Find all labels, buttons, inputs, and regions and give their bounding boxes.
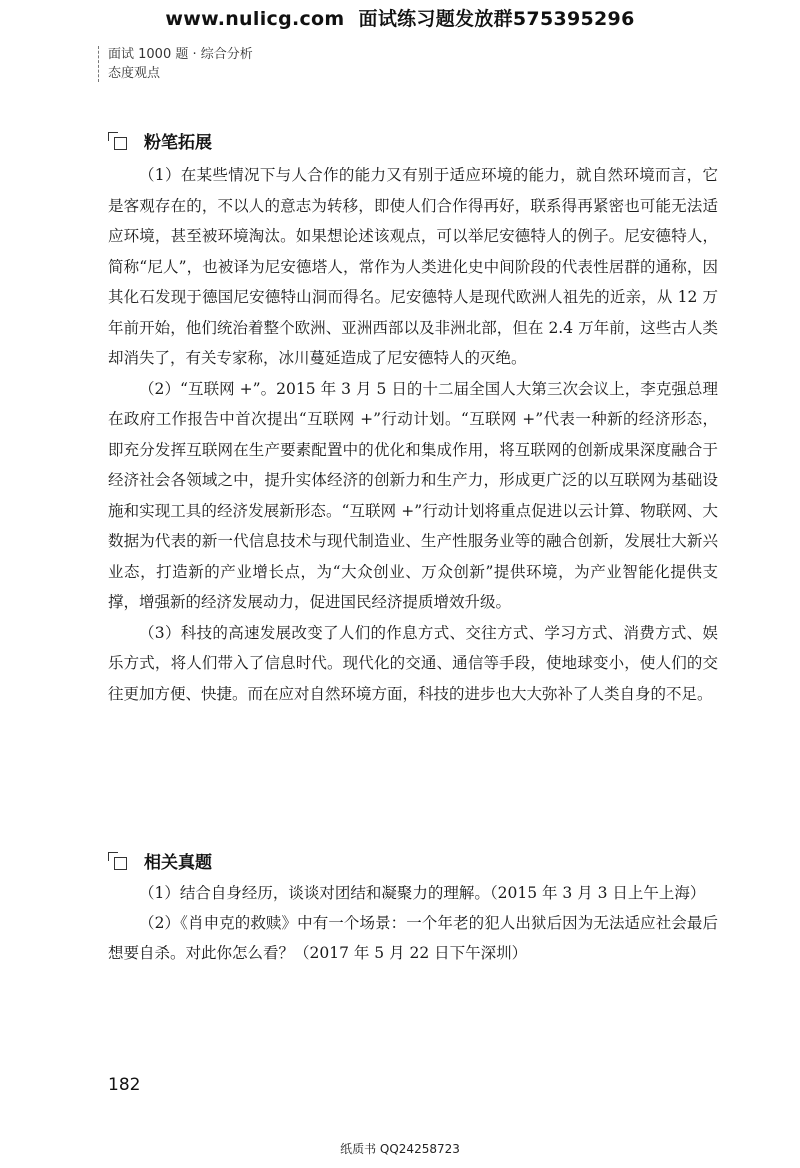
watermark-url: www.nulicg.com bbox=[165, 8, 345, 30]
related-questions bbox=[108, 878, 718, 968]
running-head bbox=[108, 45, 253, 83]
section-title-extension: 粉笔拓展 bbox=[144, 133, 212, 153]
extension-paragraphs bbox=[108, 160, 718, 709]
running-head-rule bbox=[98, 46, 99, 82]
chapter-title: 态度观点 bbox=[108, 66, 161, 81]
top-watermark bbox=[0, 4, 800, 31]
section-marker-icon bbox=[108, 131, 134, 151]
watermark-text: 面试练习题发放群575395296 bbox=[358, 8, 635, 30]
section-marker-icon bbox=[108, 851, 134, 871]
paragraph: （2）“互联网 +”。2015 年 3 月 5 日的十二届全国人大第三次会议上，李克强总理在政府工作报告中首次提出“互联网 +”行动计划。“互联网 +”代表一种新的经济形态，即充分发挥互联网在生产要素配置中的优化和集成作用，将互联网的创新成果深度融合于经济社会各领域之中，提升实体经济的创新力和生产力，形成更广泛的以互联网为基础设施和实现工具的经济发展新形态。“互联网 +”行动计划将重点促进以云计算、物联网、大数据为代表的新一代信息技术与现代制造业、生产性服务业等的融合创新，发展壮大新兴业态，打造新的产业增长点，为“大众创业、万众创新”提供环境，为产业智能化提供支撑，增强新的经济发展动力，促进国民经济提质增效升级。 bbox=[108, 379, 718, 611]
section-heading-related bbox=[108, 848, 212, 873]
section-heading-extension bbox=[108, 128, 212, 153]
footer-watermark: 纸质书 QQ24258723 bbox=[340, 1142, 460, 1156]
question-item: （2）《肖申克的救赎》中有一个场景：一个年老的犯人出狱后因为无法适应社会最后想要自杀。对此你怎么看？（2017 年 5 月 22 日下午深圳） bbox=[108, 914, 718, 962]
question-item: （1）结合自身经历，谈谈对团结和凝聚力的理解。（2015 年 3 月 3 日上午上海） bbox=[139, 884, 706, 902]
paragraph: （3）科技的高速发展改变了人们的作息方式、交往方式、学习方式、消费方式、娱乐方式，将人们带入了信息时代。现代化的交通、通信等手段，使地球变小，使人们的交往更加方便、快捷。而在应对自然环境方面，科技的进步也大大弥补了人类自身的不足。 bbox=[108, 623, 718, 703]
paragraph: （1）在某些情况下与人合作的能力又有别于适应环境的能力，就自然环境而言，它是客观存在的，不以人的意志为转移，即使人们合作得再好，联系得再紧密也可能无法适应环境，甚至被环境淘汰。如果想论述该观点，可以举尼安德特人的例子。尼安德特人，简称“尼人”，也被译为尼安德塔人，常作为人类进化史中间阶段的代表性居群的通称，因其化石发现于德国尼安德特山洞而得名。尼安德特人是现代欧洲人祖先的近亲，从 12 万年前开始，他们统治着整个欧洲、亚洲西部以及非洲北部，但在 2.4 万年前，这些古人类却消失了，有关专家称，冰川蔓延造成了尼安德特人的灭绝。 bbox=[108, 166, 718, 367]
book-title: 面试 1000 题 · 综合分析 bbox=[108, 47, 253, 62]
page-number: 182 bbox=[108, 1075, 141, 1095]
section-title-related: 相关真题 bbox=[144, 853, 212, 873]
